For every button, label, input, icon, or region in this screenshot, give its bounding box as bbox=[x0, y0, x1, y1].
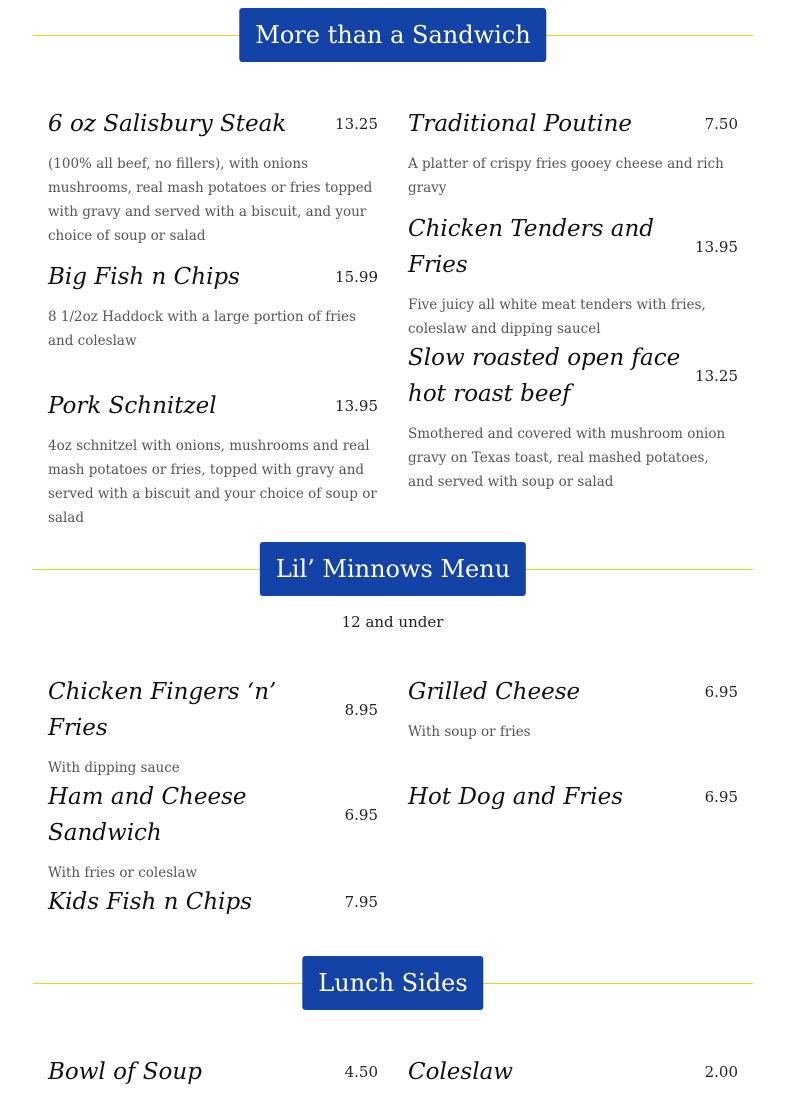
item-name: Traditional Poutine bbox=[408, 111, 632, 137]
menu-item-bowl-of-soup bbox=[48, 1054, 378, 1090]
item-description: 8 1/2oz Haddock with a large portion of fries and coleslaw bbox=[48, 309, 356, 349]
item-price: 13.25 bbox=[695, 367, 738, 385]
item-price: 13.95 bbox=[335, 397, 378, 415]
menu-item-hot-dog bbox=[408, 779, 738, 815]
section-header-lil-minnows bbox=[33, 542, 753, 596]
item-price: 15.99 bbox=[335, 268, 378, 286]
item-name: Slow roasted open face hot roast beef bbox=[408, 345, 681, 407]
item-name: 6 oz Salisbury Steak bbox=[48, 111, 287, 137]
item-price: 2.00 bbox=[704, 1063, 738, 1081]
item-name: Chicken Tenders and Fries bbox=[408, 216, 654, 278]
item-name: Grilled Cheese bbox=[408, 679, 581, 705]
item-name: Coleslaw bbox=[408, 1059, 513, 1085]
item-price: 8.95 bbox=[344, 701, 378, 719]
item-name: Pork Schnitzel bbox=[48, 393, 217, 419]
item-name: Chicken Fingers ‘n’ Fries bbox=[48, 679, 277, 741]
menu-item-kids-fish-n-chips bbox=[48, 884, 378, 920]
item-name: Hot Dog and Fries bbox=[408, 784, 624, 810]
section-header-lunch-sides bbox=[33, 956, 753, 1010]
item-name: Ham and Cheese Sandwich bbox=[48, 784, 247, 846]
item-description: Smothered and covered with mushroom onion gravy on Texas toast, real mashed potatoes, and served with soup or salad bbox=[408, 426, 726, 490]
menu-item-chicken-fingers bbox=[48, 674, 378, 780]
item-price: 7.50 bbox=[704, 115, 738, 133]
item-price: 6.95 bbox=[704, 683, 738, 701]
item-price: 13.25 bbox=[335, 115, 378, 133]
item-price: 7.95 bbox=[344, 893, 378, 911]
section-title: Lunch Sides bbox=[302, 956, 483, 1010]
item-name: Big Fish n Chips bbox=[48, 264, 240, 290]
section-header-more-than-a-sandwich bbox=[33, 8, 753, 62]
menu-item-chicken-tenders bbox=[408, 211, 738, 341]
item-name: Bowl of Soup bbox=[48, 1059, 202, 1085]
item-price: 13.95 bbox=[695, 238, 738, 256]
item-description: A platter of crispy fries gooey cheese and rich gravy bbox=[408, 156, 724, 196]
item-price: 4.50 bbox=[344, 1063, 378, 1081]
menu-item-ham-and-cheese bbox=[48, 779, 378, 885]
menu-item-big-fish-n-chips bbox=[48, 259, 378, 353]
section-title: More than a Sandwich bbox=[239, 8, 546, 62]
menu-item-grilled-cheese bbox=[408, 674, 738, 744]
menu-item-salisbury-steak bbox=[48, 106, 378, 248]
menu-item-pork-schnitzel bbox=[48, 388, 378, 530]
item-description: With fries or coleslaw bbox=[48, 865, 198, 881]
menu-item-coleslaw bbox=[408, 1054, 738, 1090]
item-description: (100% all beef, no fillers), with onions mushrooms, real mash potatoes or fries topped with gravy and served with a biscuit, and your choice of soup or salad bbox=[48, 156, 373, 244]
item-description: With soup or fries bbox=[408, 724, 531, 740]
item-name: Kids Fish n Chips bbox=[48, 889, 253, 915]
item-description: 4oz schnitzel with onions, mushrooms and real mash potatoes or fries, topped with gravy and served with a biscuit and your choice of soup or salad bbox=[48, 438, 377, 526]
menu-item-traditional-poutine bbox=[408, 106, 738, 200]
item-price: 6.95 bbox=[344, 806, 378, 824]
menu-item-hot-roast-beef bbox=[408, 340, 738, 494]
item-description: With dipping sauce bbox=[48, 760, 180, 776]
item-description: Five juicy all white meat tenders with fries, coleslaw and dipping saucel bbox=[408, 297, 706, 337]
section-title: Lil’ Minnows Menu bbox=[260, 542, 526, 596]
section-subtitle: 12 and under bbox=[341, 613, 444, 631]
item-price: 6.95 bbox=[704, 788, 738, 806]
